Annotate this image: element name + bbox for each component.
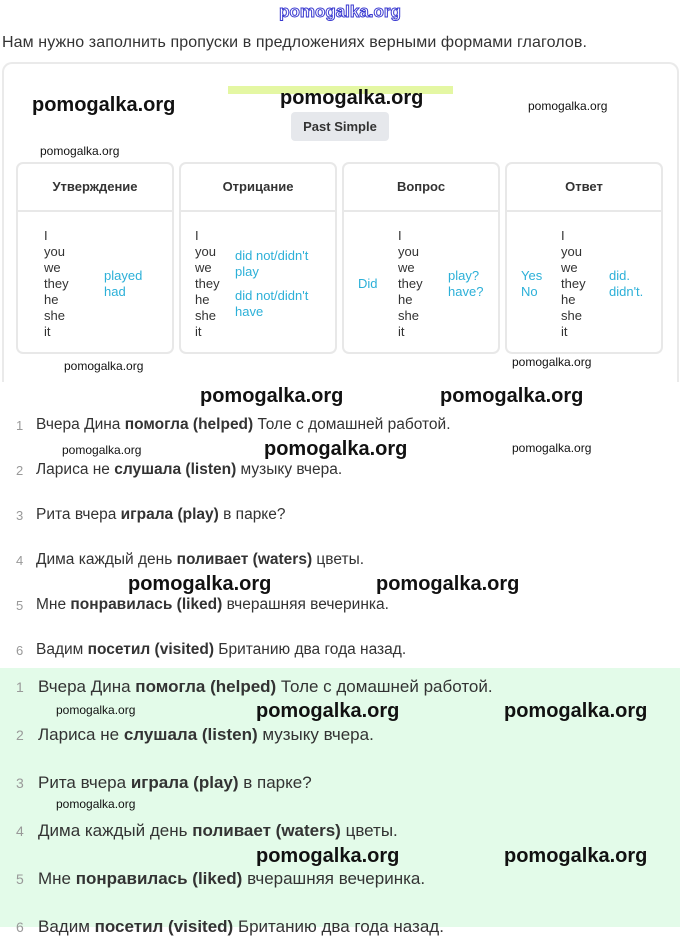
watermark: pomogalka.org bbox=[264, 438, 408, 460]
tense-badge: Past Simple bbox=[291, 112, 389, 141]
row-number: 6 bbox=[16, 643, 24, 658]
watermark: pomogalka.org bbox=[280, 87, 424, 109]
watermark: pomogalka.org bbox=[40, 144, 120, 158]
text: вчерашняя вечеринка. bbox=[242, 869, 426, 888]
text: Толе с домашней работой. bbox=[276, 677, 493, 696]
row-number: 2 bbox=[16, 463, 24, 478]
watermark: pomogalka.org bbox=[56, 797, 136, 811]
text: Лариса не bbox=[38, 725, 124, 744]
text: в парке? bbox=[218, 506, 286, 523]
row-number: 4 bbox=[16, 553, 24, 568]
watermark: pomogalka.org bbox=[504, 845, 648, 867]
verb-answer: слушала (listen) bbox=[123, 725, 258, 744]
sentence-text bbox=[36, 641, 406, 660]
text: вчерашняя вечеринка. bbox=[222, 596, 389, 613]
pronouns: I you we they he she it bbox=[398, 228, 423, 339]
watermark: pomogalka.org bbox=[200, 385, 344, 407]
row-number: 5 bbox=[16, 598, 24, 613]
column-affirmative bbox=[16, 162, 174, 354]
row-number: 1 bbox=[16, 679, 24, 695]
column-header: Утверждение bbox=[18, 164, 172, 212]
text: Рита вчера bbox=[38, 773, 131, 792]
intro-text: Нам нужно заполнить пропуски в предложениях верными формами глаголов. bbox=[2, 34, 587, 51]
pronouns: I you we they he she it bbox=[44, 228, 69, 339]
text: цветы. bbox=[312, 551, 365, 568]
watermark: pomogalka.org bbox=[512, 355, 592, 369]
text: Рита вчера bbox=[36, 506, 121, 523]
watermark: pomogalka.org bbox=[279, 2, 401, 21]
pronouns: I you we they he she it bbox=[561, 228, 586, 339]
row-number: 1 bbox=[16, 418, 24, 433]
verb-answer: понравилась (liked) bbox=[70, 596, 223, 613]
column-negative bbox=[179, 162, 337, 354]
verb-answer: играла (play) bbox=[130, 773, 239, 792]
row-number: 4 bbox=[16, 823, 24, 839]
text: музыку вчера. bbox=[257, 725, 374, 744]
sentence-text bbox=[38, 773, 312, 793]
sentence-text bbox=[38, 677, 493, 697]
text: цветы. bbox=[340, 821, 398, 840]
text: в парке? bbox=[238, 773, 312, 792]
watermark: pomogalka.org bbox=[128, 573, 272, 595]
verb-answer: посетил (visited) bbox=[87, 641, 214, 658]
watermark: pomogalka.org bbox=[528, 99, 608, 113]
verb-forms: play? have? bbox=[448, 268, 484, 299]
sentence-text bbox=[38, 725, 374, 745]
text: Лариса не bbox=[36, 461, 115, 478]
sentence-text bbox=[38, 821, 398, 841]
text: музыку вчера. bbox=[236, 461, 343, 478]
watermark: pomogalka.org bbox=[64, 359, 144, 373]
watermark: pomogalka.org bbox=[256, 845, 400, 867]
text: Вчера Дина bbox=[36, 416, 125, 433]
row-number: 2 bbox=[16, 727, 24, 743]
verb-forms: played had bbox=[104, 268, 143, 299]
watermark: pomogalka.org bbox=[376, 573, 520, 595]
text: Толе с домашней работой. bbox=[253, 416, 451, 433]
sentence-text bbox=[36, 551, 364, 570]
watermark: pomogalka.org bbox=[56, 703, 136, 717]
sentence-text bbox=[36, 461, 342, 480]
sentence-text bbox=[38, 917, 444, 937]
text: Вчера Дина bbox=[38, 677, 136, 696]
row-number: 6 bbox=[16, 919, 24, 935]
verb-forms: did not/didn't play bbox=[235, 248, 309, 279]
text: Дима каждый день bbox=[36, 551, 177, 568]
column-answer bbox=[505, 162, 663, 354]
watermark: pomogalka.org bbox=[504, 700, 648, 722]
row-number: 5 bbox=[16, 871, 24, 887]
text: Мне bbox=[38, 869, 76, 888]
sentence-text bbox=[36, 506, 286, 525]
verb-answer: играла (play) bbox=[120, 506, 219, 523]
column-header: Отрицание bbox=[181, 164, 335, 212]
watermark: pomogalka.org bbox=[440, 385, 584, 407]
column-header: Вопрос bbox=[344, 164, 498, 212]
column-header: Ответ bbox=[507, 164, 661, 212]
sentence-text bbox=[36, 416, 451, 435]
text: Вадим bbox=[38, 917, 95, 936]
verb-answer: помогла (helped) bbox=[135, 677, 277, 696]
verb-answer: слушала (listen) bbox=[114, 461, 237, 478]
sentence-text bbox=[38, 869, 425, 889]
verb-forms: did. didn't. bbox=[609, 268, 644, 299]
verb-answer: понравилась (liked) bbox=[75, 869, 243, 888]
verb-answer: помогла (helped) bbox=[124, 416, 254, 433]
sentence-text bbox=[36, 596, 389, 615]
aux-verb: Did bbox=[358, 276, 378, 291]
column-question bbox=[342, 162, 500, 354]
watermark: pomogalka.org bbox=[256, 700, 400, 722]
row-number: 3 bbox=[16, 775, 24, 791]
answer-words: Yes No bbox=[521, 268, 543, 299]
text: Дима каждый день bbox=[38, 821, 193, 840]
watermark: pomogalka.org bbox=[62, 443, 142, 457]
text: Британию два года назад. bbox=[214, 641, 407, 658]
verb-answer: поливает (waters) bbox=[192, 821, 341, 840]
row-number: 3 bbox=[16, 508, 24, 523]
verb-answer: посетил (visited) bbox=[94, 917, 234, 936]
watermark: pomogalka.org bbox=[32, 94, 176, 116]
watermark: pomogalka.org bbox=[512, 441, 592, 455]
verb-answer: поливает (waters) bbox=[176, 551, 313, 568]
verb-forms: did not/didn't have bbox=[235, 288, 309, 319]
text: Британию два года назад. bbox=[233, 917, 444, 936]
text: Мне bbox=[36, 596, 71, 613]
text: Вадим bbox=[36, 641, 88, 658]
pronouns: I you we they he she it bbox=[195, 228, 220, 339]
